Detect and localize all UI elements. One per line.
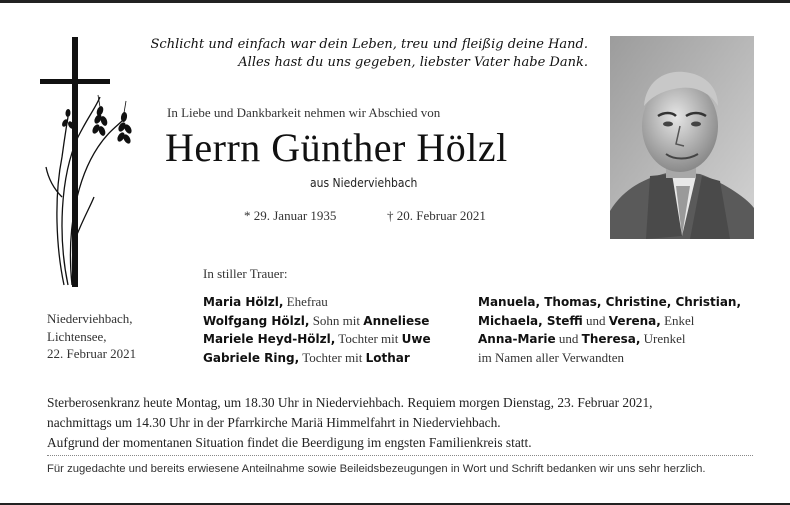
- cross-with-wheat-icon: [38, 37, 138, 287]
- deceased-origin: aus Niederviehbach: [310, 176, 418, 190]
- place-date-block: [47, 310, 136, 363]
- divider: [47, 455, 753, 456]
- notice-line: Sterberosenkranz heute Montag, um 18.30 Uhr in Niederviehbach. Requiem morgen Dienstag, 23. Februar 2021,: [47, 395, 653, 410]
- relative-entry: Maria Hölzl, Ehefrau: [203, 294, 328, 309]
- quote-line-1: Schlicht und einfach war dein Leben, treu und fleißig deine Hand.: [150, 37, 588, 52]
- birth-date: * 29. Januar 1935: [244, 208, 337, 223]
- thanks-text: Für zugedachte und bereits erwiesene Anteilnahme sowie Beileidsbezeugungen in Wort und Schrift bedanken wir uns sehr herzlich.: [47, 463, 706, 475]
- relative-entry: Wolfgang Hölzl, Sohn mit Anneliese: [203, 312, 430, 328]
- relative-entry: im Namen aller Verwandten: [478, 349, 624, 365]
- intro-text: In Liebe und Dankbarkeit nehmen wir Abschied von: [167, 105, 441, 120]
- deceased-name: Herrn Günther Hölzl: [165, 125, 508, 170]
- date-line: 22. Februar 2021: [47, 346, 137, 361]
- notice-line: Aufgrund der momentanen Situation findet die Beerdigung im engsten Familienkreis statt.: [47, 435, 532, 450]
- relative-entry: Manuela, Thomas, Christine, Christian,: [478, 295, 742, 309]
- place-line: Niederviehbach,: [47, 311, 133, 326]
- relative-entry: Mariele Heyd-Hölzl, Tochter mit Uwe: [203, 331, 431, 346]
- relative-entry: Anna-Marie und Theresa, Urenkel: [478, 331, 686, 346]
- place-line: Lichtensee,: [47, 328, 107, 344]
- mourning-label: In stiller Trauer:: [203, 266, 288, 281]
- top-border: [0, 0, 790, 3]
- relative-entry: Gabriele Ring, Tochter mit Lothar: [203, 349, 410, 365]
- relative-entry: Michaela, Steffi und Verena, Enkel: [478, 312, 695, 328]
- notice-line: nachmittags um 14.30 Uhr in der Pfarrkirche Mariä Himmelfahrt in Niederviehbach.: [47, 415, 501, 430]
- portrait-photo: [610, 36, 754, 239]
- quote-line-2: Alles hast du uns gegeben, liebster Vater habe Dank.: [238, 55, 588, 70]
- service-notice: [47, 393, 653, 453]
- relatives-right: [478, 293, 741, 366]
- death-date: † 20. Februar 2021: [387, 208, 486, 223]
- relatives-left: [203, 293, 431, 367]
